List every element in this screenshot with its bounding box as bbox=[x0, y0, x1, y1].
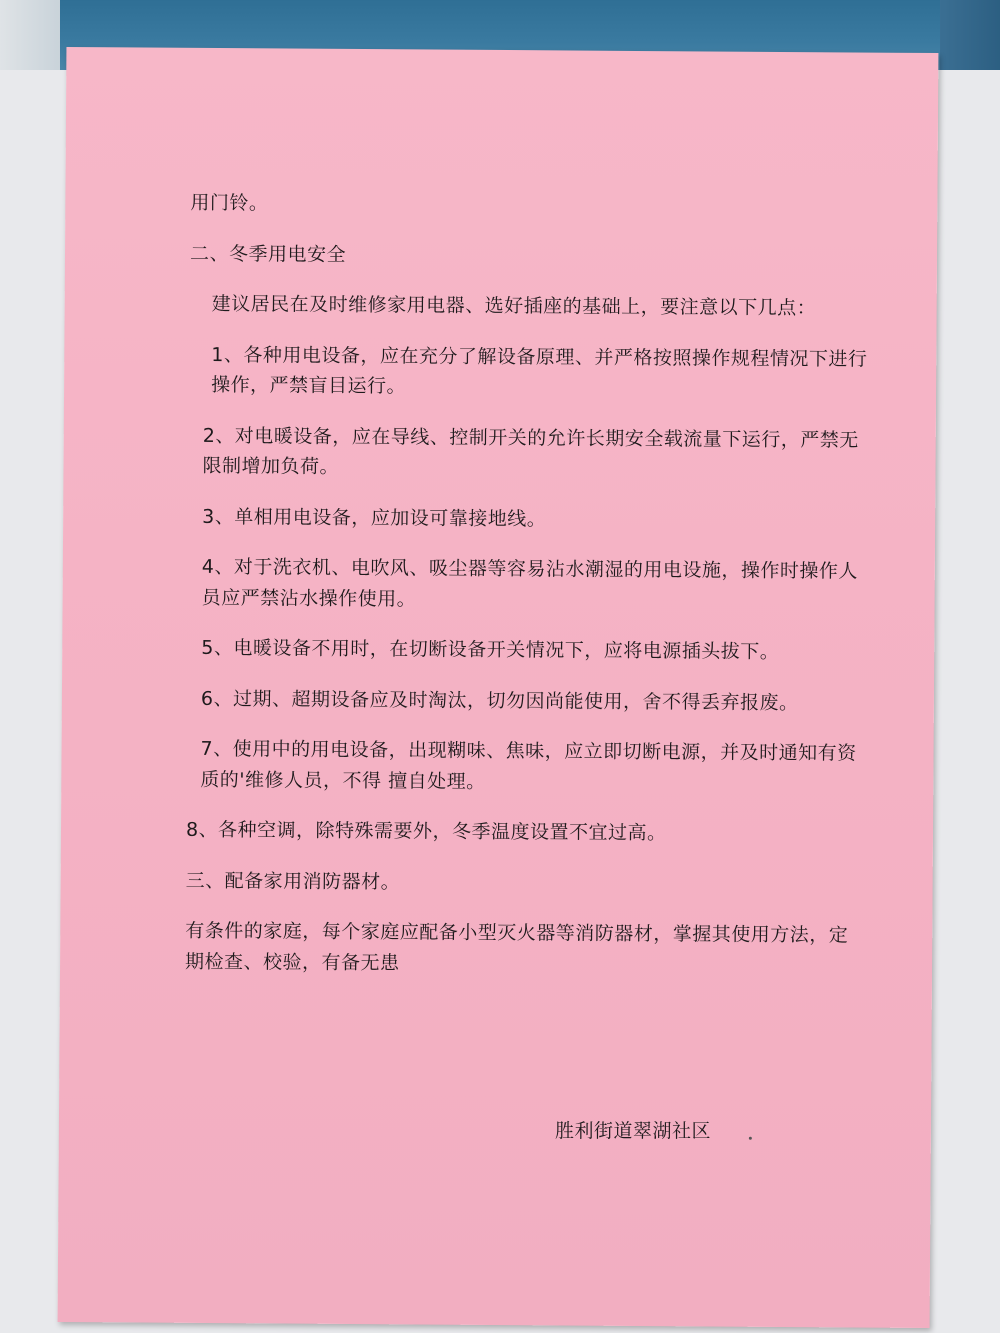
list-item: 8、各种空调，除特殊需要外，冬季温度设置不宜过高。 bbox=[185, 818, 667, 845]
list-item: 1、各种用电设备，应在充分了解设备原理、并严格按照操作规程情况下进行操作，严禁盲目运行。 bbox=[211, 343, 868, 398]
list-item: 3、单相用电设备，应加设可靠接地线。 bbox=[202, 505, 547, 530]
list-item: 6、过期、超期设备应及时淘汰，切勿因尚能使用，舍不得丢弃报废。 bbox=[200, 687, 799, 714]
notice-body bbox=[185, 188, 871, 1002]
list-item: 4、对于洗衣机、电吹风、吸尘器等容易沾水潮湿的用电设施，操作时操作人员应严禁沾水操作使用。 bbox=[201, 555, 858, 610]
desk-mat-edge bbox=[0, 0, 60, 70]
desk-mat-corner bbox=[940, 0, 1000, 70]
section-2-heading: 二、冬季用电安全 bbox=[189, 242, 347, 266]
paper-sheet bbox=[58, 47, 939, 1328]
list-item: 7、使用中的用电设备，出现糊味、焦味，应立即切断电源，并及时通知有资质的'维修人员，不得 擅自处理。 bbox=[200, 737, 857, 793]
list-item: 2、对电暖设备，应在导线、控制开关的允许长期安全载流量下运行，严禁无限制增加负荷。 bbox=[202, 424, 859, 478]
paper-speck bbox=[749, 1137, 752, 1140]
continuation-line: 用门铃。 bbox=[190, 191, 269, 215]
section-3-body: 有条件的家庭，每个家庭应配备小型灭火器等消防器材，掌握其使用方法，定期检查、校验，有备无患 bbox=[185, 919, 849, 974]
list-item: 5、电暖设备不用时，在切断设备开关情况下，应将电源插头拔下。 bbox=[201, 636, 780, 663]
signature-line: 胜利街道翠湖社区 bbox=[555, 1120, 712, 1142]
intro-paragraph: 建议居民在及时维修家用电器、选好插座的基础上，要注意以下几点： bbox=[211, 292, 817, 320]
section-3-heading: 三、配备家用消防器材。 bbox=[185, 869, 401, 893]
